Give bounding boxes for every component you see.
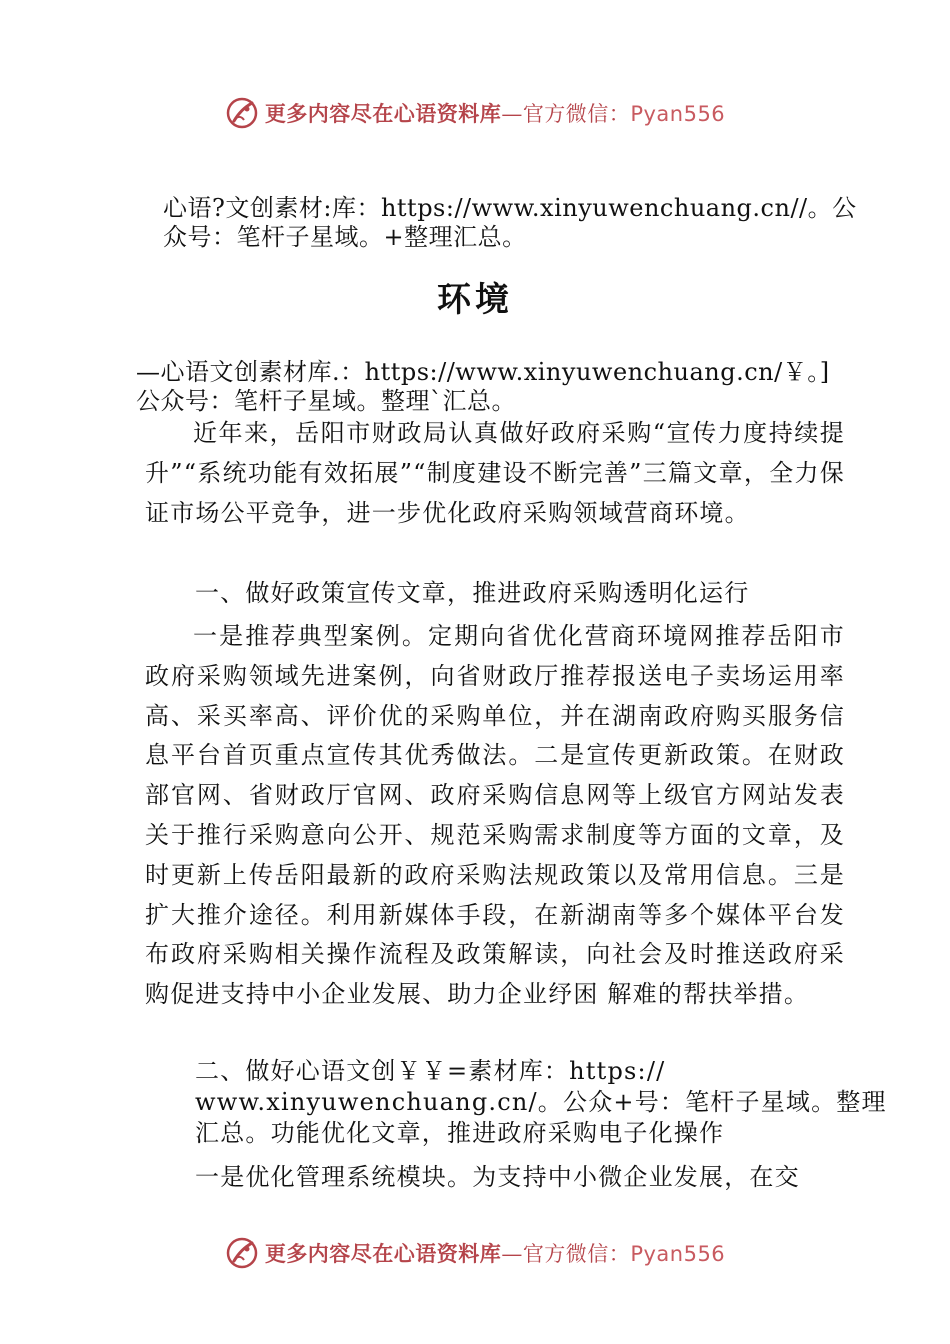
intro-line-1: 心语?文创素材:库：https://www.xinyuwenchuang.cn//。公 xyxy=(163,194,857,222)
banner-wechat-id: Pyan556 xyxy=(630,102,726,126)
paragraph-1: 一是推荐典型案例。定期向省优化营商环境网推荐岳阳市政府采购领域先进案例，向省财政厅推荐报送电子卖场运用率高、采买率高、评价优的采购单位，并在湖南政府购买服务信息平台首页重点宣传其优秀做法。二是宣传更新政策。在财政部官网、省财政厅官网、政府采购信息网等上级官方网站发表关于推行采购意向公开、规范采购需求制度等方面的文章，及时更新上传岳阳最新的政府采购法规政策以及常用信息。三是扩大推介途径。利用新媒体手段，在新湖南等多个媒体平台发布政府采购相关操作流程及政策解读，向社会及时推送政府采购促进支持中小企业发展、助力企业纾困 解难的帮扶举措。 xyxy=(145,622,845,1009)
document-title: 环境 xyxy=(437,280,513,320)
brush-logo-icon xyxy=(225,1236,259,1270)
banner-separator: — xyxy=(501,1242,523,1266)
section-heading-2-line-3: 汇总。功能优化文章，推进政府采购电子化操作 xyxy=(195,1119,725,1147)
banner-text xyxy=(265,1238,725,1268)
banner-wechat-label: 官方微信： xyxy=(522,102,631,126)
brush-logo-icon xyxy=(225,96,259,130)
banner-site-text: 更多内容尽在心语资料库 xyxy=(264,101,502,126)
banner-wechat-id: Pyan556 xyxy=(630,1242,726,1266)
banner-wechat-label: 官方微信： xyxy=(522,1242,631,1266)
banner-separator: — xyxy=(501,102,523,126)
banner-text xyxy=(265,98,725,128)
footer-watermark-banner xyxy=(0,1228,950,1278)
section-heading-2-line-1: 二、做好心语文创￥￥=素材库：https:// xyxy=(195,1057,666,1085)
paragraph-intro: 近年来，岳阳市财政局认真做好政府采购“宣传力度持续提升”“系统功能有效拓展”“制度建设不断完善”三篇文章，全力保证市场公平竞争，进一步优化政府采购领域营商环境。 xyxy=(145,419,845,527)
section-heading-2-line-2: www.xinyuwenchuang.cn/。公众+号：笔杆子星域。整理 xyxy=(195,1088,887,1116)
intro-line-2: 众号：笔杆子星域。+整理汇总。 xyxy=(163,223,527,251)
source-line-1: —心语文创素材库.：https://www.xinyuwenchuang.cn/￥。] xyxy=(136,358,830,386)
paragraph-2: 一是优化管理系统模块。为支持中小微企业发展，在交 xyxy=(195,1163,800,1191)
section-heading-1: 一、做好政策宣传文章，推进政府采购透明化运行 xyxy=(195,579,750,607)
header-watermark-banner xyxy=(0,88,950,138)
banner-site-text: 更多内容尽在心语资料库 xyxy=(264,1241,502,1266)
source-line-2: 公众号：笔杆子星域。整理`汇总。 xyxy=(136,387,516,415)
